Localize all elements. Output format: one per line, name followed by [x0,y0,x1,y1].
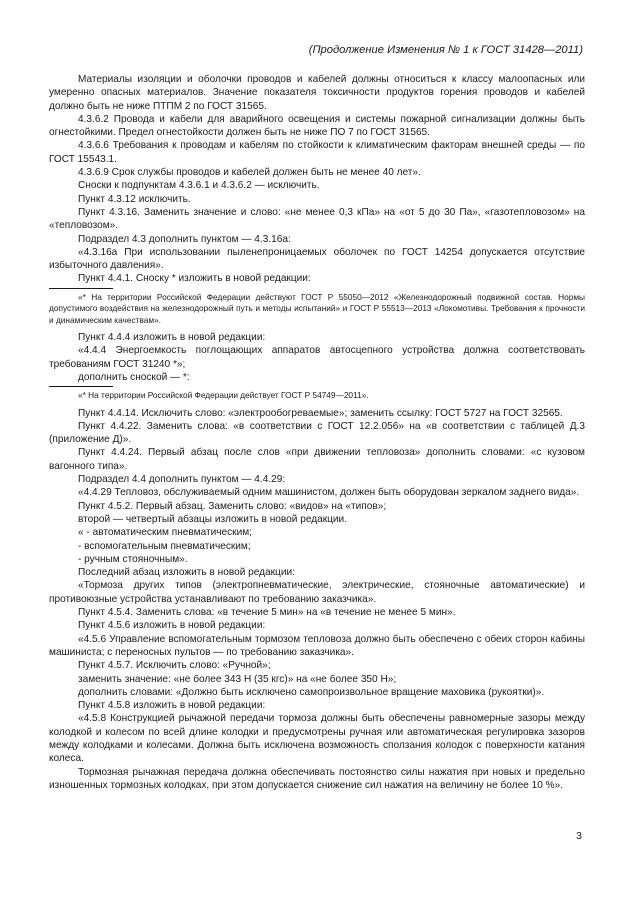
paragraph: заменить значение: «не более 343 Н (35 кгс)» на «не более 350 Н»; [78,673,397,685]
paragraph: - вспомогательным пневматическим; [78,540,251,552]
paragraph: « - автоматическим пневматическим; [78,527,252,539]
paragraph: Пункт 4.4.1. Сноску * изложить в новой редакции: [78,273,311,285]
paragraph: Пункт 4.4.22. Заменить слова: «в соответствии с ГОСТ 12.2.056» на «в соответствии с таблицей Д.3 (приложение Д)». [49,420,585,446]
paragraph: Пункт 4.3.12 исключить. [78,193,191,205]
paragraph: «4.4.29 Тепловоз, обслуживаемый одним машинистом, должен быть оборудован зеркалом заднего вида». [78,487,580,499]
footnote-separator [49,288,113,289]
paragraph: Пункт 4.5.6 изложить в новой редакции: [78,620,266,632]
paragraph: 4.3.6.9 Срок службы проводов и кабелей должен быть не менее 40 лет». [78,167,421,179]
paragraph: Тормозная рычажная передача должна обеспечивать постоянство силы нажатия при новых и предельно изношенных тормозных колодках, при этом допускается снижение сил нажатия на величину не более 10 %». [49,766,585,791]
paragraph: Сноски к подпунктам 4.3.6.1 и 4.3.6.2 — исключить. [78,180,320,192]
paragraph: 4.3.6.6 Требования к проводам и кабелям по стойкости к климатическим факторам внешней среды — по ГОСТ 15543.1. [49,140,585,165]
paragraph: Пункт 4.4.14. Исключить слово: «электрообогреваемые»; заменить ссылку: ГОСТ 5727 на ГОСТ 32565. [78,407,563,419]
footnote-text: «* На территории Российской Федерации действуют ГОСТ Р 55050—2012 «Железнодорожный подвижной состав. Нормы допустимого воздействия на железнодорожный путь и методы испытаний» и ГОСТ Р 55513—2013 «Локомотивы. Требования к прочности и динамическим качествам». [49,291,585,325]
paragraph: «4.4.4 Энергоемкость поглощающих аппаратов автосцепного устройства должна соответствовать требованиям ГОСТ 31240 *»; [49,345,585,370]
paragraph: дополнить словами: «Должно быть исключено самопроизвольное вращение маховика (рукоятки)». [78,686,545,698]
footnote-text: «* На территории Российской Федерации действует ГОСТ Р 54749—2011». [78,390,369,401]
paragraph: Материалы изоляции и оболочки проводов и кабелей должны относиться к классу малоопасных или умеренно опасных материалов. Значение показателя токсичности продуктов горения проводов и кабелей должно быть не ниже ПТПМ 2 по ГОСТ 31565. [49,74,585,112]
document-body [49,73,585,792]
paragraph: дополнить сноской — *: [78,371,190,383]
paragraph: «4.3.16а При использовании пыленепроницаемых оболочек по ГОСТ 14254 допускается отсутствие избыточного давления». [49,246,585,272]
paragraph: «Тормоза других типов (электропневматические, электрические, стояночные автоматические) и противоюзные устройства устанавливают по требованию заказчика». [49,580,585,605]
page-header: (Продолжение Изменения № 1 к ГОСТ 31428—2011) [308,44,583,56]
paragraph: «4.5.6 Управление вспомогательным тормозом тепловоза должно быть обеспечено с обеих сторон кабины машиниста; с переносных пультов — по требованию заказчика». [49,633,585,658]
paragraph: - ручным стояночным». [78,553,188,565]
paragraph: Пункт 4.3.16. Заменить значение и слово: «не менее 0,3 кПа» на «от 5 до 30 Па», «газотепловозом» на «тепловозом». [49,206,585,232]
paragraph: Пункт 4.5.2. Первый абзац. Заменить слово: «видов» на «типов»; [78,500,387,512]
paragraph: «4.5.8 Конструкцией рычажной передачи тормоза должны быть обеспечены равномерные зазоры между колодкой и колесом по всей длине колодки и предусмотрены ручная или автоматическая регулировка зазоров между колодками и колесами. Должна быть исключена возможность сползания колодок с поверхности катания колеса. [49,713,585,765]
paragraph: Пункт 4.4.24. Первый абзац после слов «при движении тепловоза» дополнить словами: «с кузовом вагонного типа». [49,447,585,472]
paragraph: 4.3.6.2 Провода и кабели для аварийного освещения и системы пожарной сигнализации должны быть огнестойкими. Предел огнестойкости должен быть не ниже ПО 7 по ГОСТ 31565. [49,113,585,139]
paragraph: Пункт 4.5.8 изложить в новой редакции: [78,700,266,712]
paragraph: Пункт 4.5.7. Исключить слово: «Ручной»; [78,660,271,672]
paragraph: Последний абзац изложить в новой редакции: [78,567,295,579]
page-number: 3 [576,830,582,842]
paragraph: Подраздел 4.3 дополнить пунктом — 4.3.16а: [78,233,291,245]
paragraph: второй — четвертый абзацы изложить в новой редакции. [78,513,348,525]
footnote-separator [49,386,113,387]
paragraph: Пункт 4.5.4. Заменить слова: «в течение 5 мин» на «в течение не менее 5 мин». [78,607,456,619]
paragraph: Пункт 4.4.4 изложить в новой редакции: [78,331,266,343]
paragraph: Подраздел 4.4 дополнить пунктом — 4.4.29: [78,474,286,486]
